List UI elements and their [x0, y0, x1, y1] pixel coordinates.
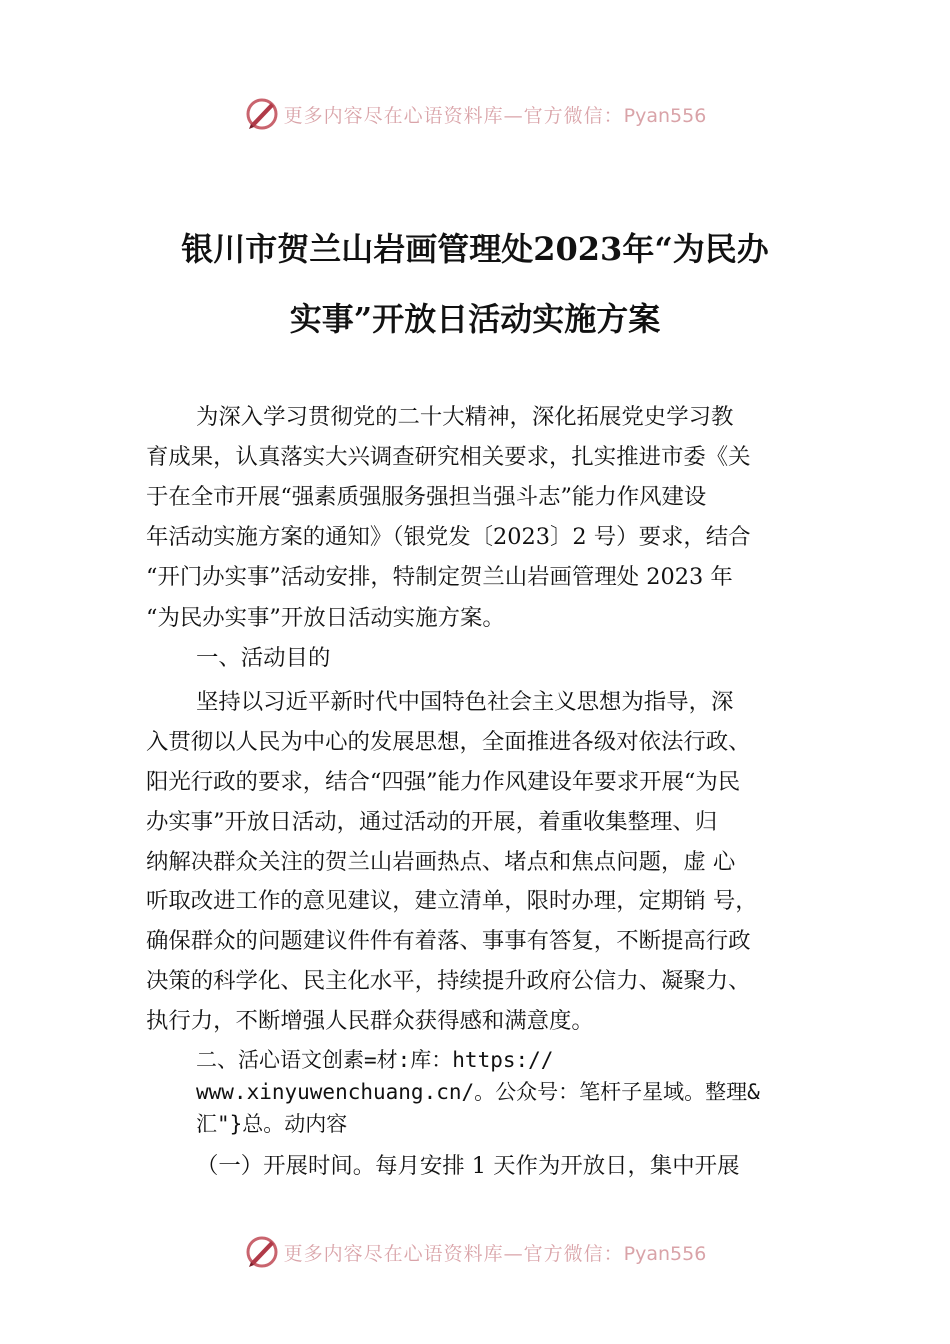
body-line: 为深入学习贯彻党的二十大精神，深化拓展党史学习教: [196, 404, 734, 430]
body-line: “为民办实事”开放日活动实施方案。: [146, 605, 505, 631]
body-line: “开门办实事”活动安排，特制定贺兰山岩画管理处 2023 年: [146, 564, 733, 590]
body-line: 于在全市开展“强素质强服务强担当强斗志”能力作风建设: [146, 484, 707, 510]
watermark-text: 更多内容尽在心语资料库—官方微信：Pyan556: [283, 104, 707, 127]
document-title-line-2: 实事”开放日活动实施方案: [289, 300, 661, 338]
section-heading: 一、活动目的: [196, 645, 331, 671]
body-line: 听取改进工作的意见建议，建立清单，限时办理，定期销 号，: [146, 888, 758, 914]
watermark-url-line: www.xinyuwenchuang.cn/。公众号：笔杆子星域。整理&: [196, 1080, 760, 1104]
body-line: 阳光行政的要求，结合“四强”能力作风建设年要求开展“为民: [146, 769, 741, 795]
body-line: 纳解决群众关注的贺兰山岩画热点、堵点和焦点问题，虚 心: [146, 849, 736, 875]
document-title-line-1: 银川市贺兰山岩画管理处2023年“为民办: [181, 230, 769, 268]
body-line: 坚持以习近平新时代中国特色社会主义思想为指导，深: [196, 689, 734, 715]
section-heading-watermarked: 二、活心语文创素=材:库：https://: [196, 1048, 554, 1072]
body-line: 执行力，不断增强人民群众获得感和满意度。: [146, 1008, 594, 1034]
body-line: 决策的科学化、民主化水平，持续提升政府公信力、凝聚力、: [146, 968, 751, 994]
pen-logo-icon: [244, 96, 280, 132]
body-line: 办实事”开放日活动，通过活动的开展，着重收集整理、归: [146, 809, 718, 835]
pen-logo-icon: [244, 1234, 280, 1270]
body-line: （一）开展时间。每月安排 1 天作为开放日，集中开展: [196, 1153, 740, 1179]
body-line: 年活动实施方案的通知》（银党发〔2023〕2 号）要求，结合: [146, 524, 751, 550]
watermark-text: 更多内容尽在心语资料库—官方微信：Pyan556: [283, 1242, 707, 1265]
watermark-tail-line: 汇"}总。动内容: [196, 1112, 348, 1136]
body-line: 确保群众的问题建议件件有着落、事事有答复，不断提高行政: [146, 928, 751, 954]
body-line: 育成果，认真落实大兴调查研究相关要求，扎实推进市委《关: [146, 444, 751, 470]
watermark-banner-bottom: [0, 1232, 950, 1272]
body-line: 入贯彻以人民为中心的发展思想，全面推进各级对依法行政、: [146, 729, 751, 755]
watermark-banner-top: [0, 94, 950, 134]
